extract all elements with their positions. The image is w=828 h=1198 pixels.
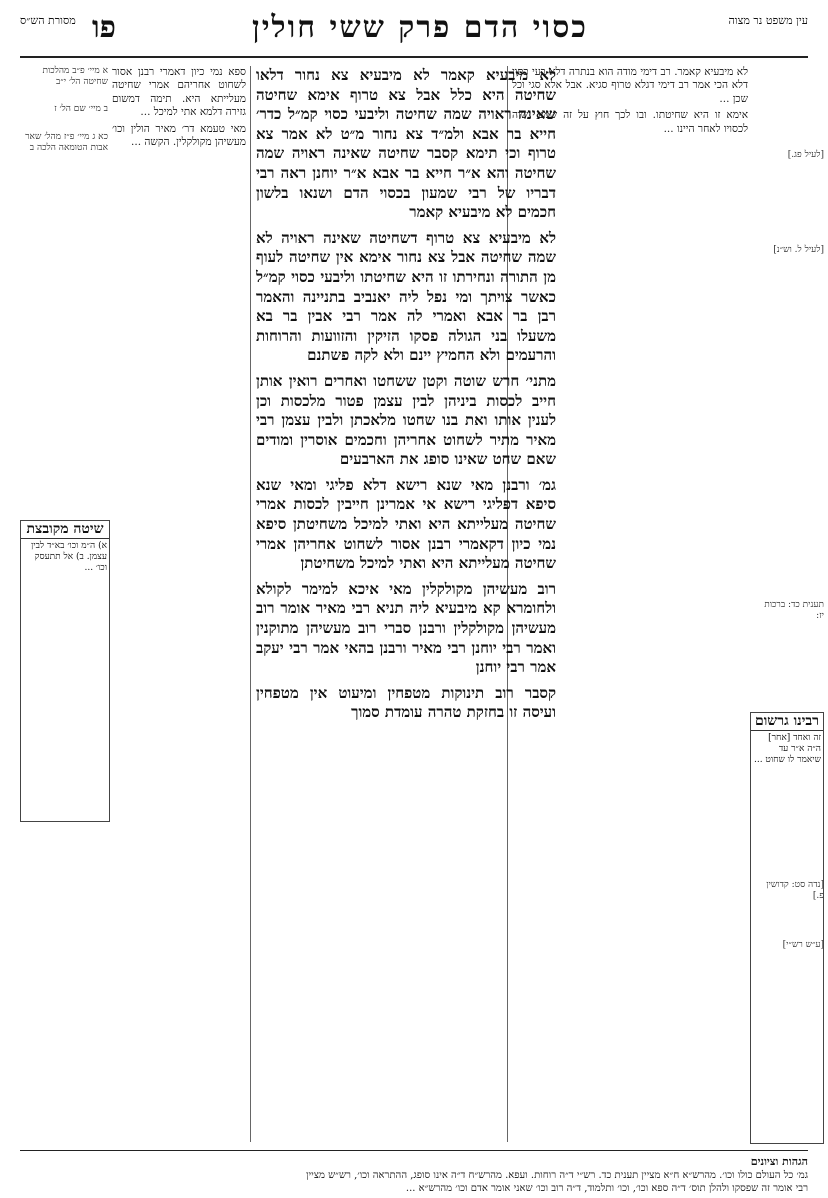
margin-label-left: מסורת הש״ס	[20, 14, 76, 27]
box-text: א) ה״מ וכו׳ בא״ד לבין עצמן. ב) אל תתעסק וכו׳ ...	[30, 541, 107, 573]
rabbeinu-gershom-box	[750, 712, 824, 1144]
footer-text: רבי אומר זה שפסקו ולהלן תוס׳ ד״ה ספא וכו׳, וכו׳ ותלמוד, ד״ה רוב וכו׳ שאני אומר אדם וכו׳ מהרש״א ...	[405, 1183, 808, 1194]
footer-text: גמ׳ כל העולם כולו וכו׳. מהרש״א ח״א מציין תענית כד. רש״י ד״ה רוחות. ועפא. מהרש״ח ד״ה אינו סופג, ההתראה וכו׳, רש״ש מציין	[305, 1170, 808, 1181]
box-text: זה ואחד [אחר] ה״ה א״ר עד שיאמר לו שחוט ...	[753, 733, 821, 765]
margin-label-right: עין משפט נר מצוה	[728, 14, 808, 27]
gemara-paragraph: רוב מעשיהן מקולקלין מאי איכא למימר לקולא ולחומרא קא מיבעיא ליה תניא רבי מאיר אומר רוב מעשיהן מקולקלין ורבנן סברי רוב מעשיהן מתוקנין ואמר רבי יוחנן רבי מאיר ורבנן בהאי אמר רבי יעקב אמר רבי יוחנן	[256, 579, 556, 677]
page-title: כסוי הדם פרק ששי חולין	[252, 10, 588, 45]
haggahot-footer	[20, 1150, 808, 1195]
tosafot-column	[112, 66, 246, 1142]
footer-label: הגהות וציונים	[750, 1155, 808, 1168]
rashi-paragraph: לא מיבעיא קאמר. רב דימי מודה הוא בנתרה דלא בעי כסוי דלא הכי אמר רב דימי דגלא טרוף סגיא. אבל אלא סגי וכל שכן ...	[512, 66, 748, 105]
gemara-paragraph: קסבר רוב תינוקות מטפחין ומיעוט אין מטפחין ועיסה זו בחזקת טהרה עומדת סמוך	[256, 683, 556, 722]
header-rule	[20, 56, 808, 58]
margin-note: ב מיי׳ שם הל׳ ז	[54, 104, 108, 114]
margin-note: תענית כד: ברכות יז:	[764, 600, 824, 621]
page-number: פו	[92, 10, 116, 45]
gemara-paragraph: מתני׳ חרש שוטה וקטן ששחטו ואחרים רואין אותן חייב לכסות ביניהן לבין עצמן פטור מלכסות וכן לענין אותו ואת בנו שחטו מלאכתן ולבין עצמן רבי מאיר מתיר לשחוט אחריהן וחכמים אוסרין ומודים שאם שחט שאינו סופג את הארבעים	[256, 371, 556, 469]
gemara-paragraph: לא מיבעיא קאמר לא מיבעיא צא נחור דלאו שחיטה היא כלל אבל צא טרוף אימא שחיטה שאינה ראויה שמה שחיטה וליבעי כסוי קמ״ל כדר׳ חייא בר אבא ולמ״ד צא נחור מ״ט לא אמר צא טרוף וכי תימא קסבר שחיטה שאינה ראויה שמה שחיטה והא א״ר חייא בר אבא א״ר יוחנן ראה רבי דבריו של רבי שמעון בכסוי הדם ושנאו בלשון חכמים לא מיבעיא קאמר	[256, 66, 556, 222]
gemara-paragraph: גמ׳ ורבנן מאי שנא רישא דלא פליגי ומאי שנא סיפא דפליגי רישא אי אמרינן חייבין לכסות אמרי שחיטה מעלייתא היא ואתי למיכל משחיטתן סיפא נמי כיון דקאמרי רבנן אסור לשחוט אחריהן אמרי שחיטה מעלייתא היא ואתי למיכל משחיטתן	[256, 475, 556, 573]
margin-note: [ע״ש רש״י]	[782, 940, 824, 950]
margin-note: [לעיל פג.]	[787, 150, 824, 160]
margin-note: [נדה סט: קדושין פ.]	[766, 880, 824, 901]
tosafot-paragraph: ספא נמי כיון דאמרי רבנן אסור לשחוט אחריהם אמרי שחיטה מעלייתא היא. תימה דמשום גזירה דלמא אתי למיכל ...	[112, 66, 246, 119]
box-title: שיטה מקובצת	[21, 521, 109, 539]
shita-mekubetzet-box	[20, 520, 110, 822]
rashi-paragraph: אימא זו היא שחיטתו. ובו לכך חוץ על זה שמע נשוה לכסויו לאחר היינו ...	[512, 109, 748, 135]
column-divider	[250, 66, 251, 1142]
margin-note: א מיי׳ פ״ב מהלכות שחיטה הל׳ י״ב	[42, 66, 108, 87]
box-title: רבינו גרשום	[751, 713, 823, 731]
tosafot-paragraph: מאי טעמא דר׳ מאיר הולין וכו׳ מעשיהן מקולקלין. הקשה ...	[112, 122, 246, 149]
gemara-text	[256, 66, 556, 1142]
margin-note: כא ג מיי׳ פ״ז מהל׳ שאר אבות הטומאה הלכה ב	[25, 132, 108, 153]
margin-note: [לעיל ל. וש״נ]	[773, 245, 824, 255]
gemara-paragraph: לא מיבעיא צא טרוף דשחיטה שאינה ראויה לא שמה שחיטה אבל צא נחור אימא אין שחיטה לעוף מן התורה ונחירתו זו היא שחיטתו וליבעי כסוי קמ״ל כאשר צויתך ומי נפל ליה יאנביב בתניינה והאמר רבן בר אבא ואמרי לה אמר רבי אבין בר בא משעלו בני הגולה פסקו הזיקין והזוועות והרוחות והרעמים ולא החמיץ יינם ולא לקה פשתנם	[256, 228, 556, 365]
